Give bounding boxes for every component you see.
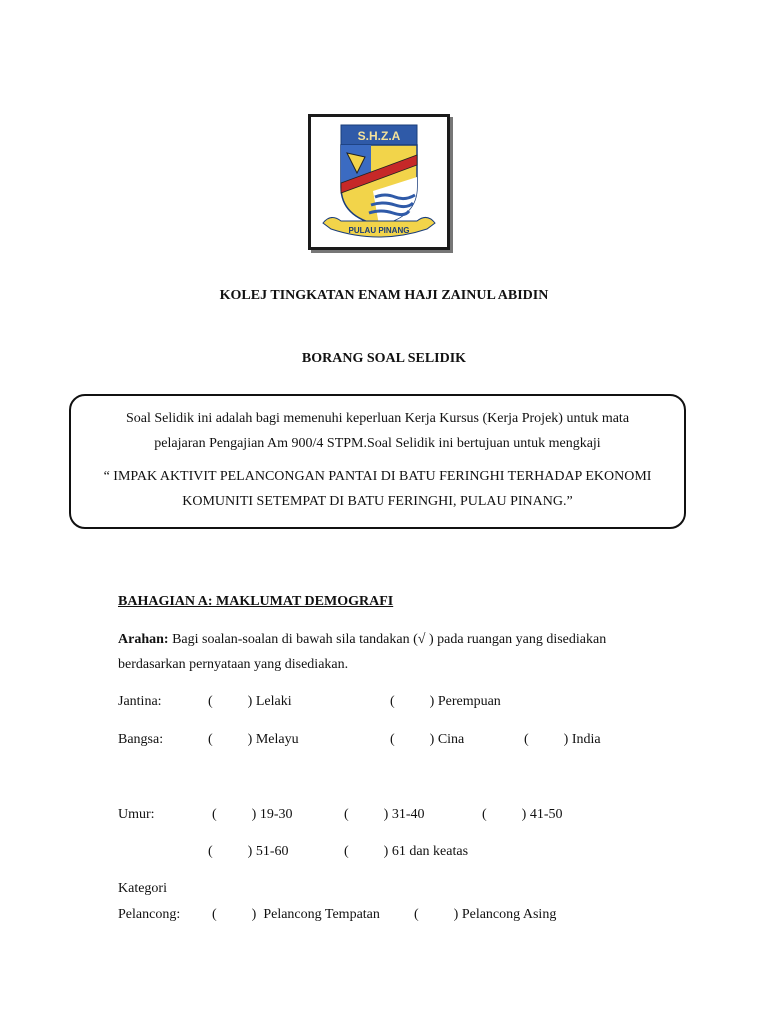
age-option-19-30[interactable]: ( ) 19-30 [212, 807, 293, 822]
gender-label: Jantina: [118, 694, 162, 709]
intro-line-1: Soal Selidik ini adalah bagi memenuhi keperluan Kerja Kursus (Kerja Projek) untuk mata [125, 411, 630, 426]
gender-option-male[interactable]: ( ) Lelaki [208, 694, 292, 709]
section-a-heading: BAHAGIAN A: MAKLUMAT DEMOGRAFI [118, 594, 394, 609]
logo-top-text: S.H.Z.A [357, 129, 401, 143]
age-option-31-40[interactable]: ( ) 31-40 [344, 807, 425, 822]
intro-line-3: “ IMPAK AKTIVIT PELANCONGAN PANTAI DI BATU FERINGHI TERHADAP EKONOMI [103, 469, 652, 484]
school-logo [308, 114, 450, 250]
instruction [118, 632, 678, 648]
tourist-label-line-1: Kategori [118, 881, 167, 896]
age-option-41-50[interactable]: ( ) 41-50 [482, 807, 563, 822]
tourist-option-foreign[interactable]: ( ) Pelancong Asing [414, 907, 557, 922]
race-option-india[interactable]: ( ) India [524, 732, 601, 747]
gender-option-female[interactable]: ( ) Perempuan [390, 694, 501, 709]
age-option-61-plus[interactable]: ( ) 61 dan keatas [344, 844, 469, 859]
intro-line-4: KOMUNITI SETEMPAT DI BATU FERINGHI, PULAU PINANG.” [182, 494, 573, 509]
tourist-label-line-2: Pelancong: [118, 907, 181, 922]
age-option-51-60[interactable]: ( ) 51-60 [208, 844, 289, 859]
age-label: Umur: [118, 807, 155, 822]
school-crest-icon [311, 117, 447, 247]
instruction-line-2: berdasarkan pernyataan yang disediakan. [118, 657, 349, 672]
form-title: BORANG SOAL SELIDIK [301, 351, 467, 366]
instruction-label: Arahan: [118, 632, 169, 647]
intro-line-2: pelajaran Pengajian Am 900/4 STPM.Soal Selidik ini bertujuan untuk mengkaji [154, 436, 601, 451]
intro-box [69, 394, 686, 529]
school-name: KOLEJ TINGKATAN ENAM HAJI ZAINUL ABIDIN [219, 288, 549, 303]
race-label: Bangsa: [118, 732, 164, 747]
race-option-cina[interactable]: ( ) Cina [390, 732, 465, 747]
logo-ribbon-text: PULAU PINANG [348, 226, 410, 235]
tourist-option-local[interactable]: ( ) Pelancong Tempatan [212, 907, 380, 922]
instruction-text: Bagi soalan-soalan di bawah sila tandakan (√ ) pada ruangan yang disediakan [168, 632, 607, 647]
race-option-melayu[interactable]: ( ) Melayu [208, 732, 299, 747]
